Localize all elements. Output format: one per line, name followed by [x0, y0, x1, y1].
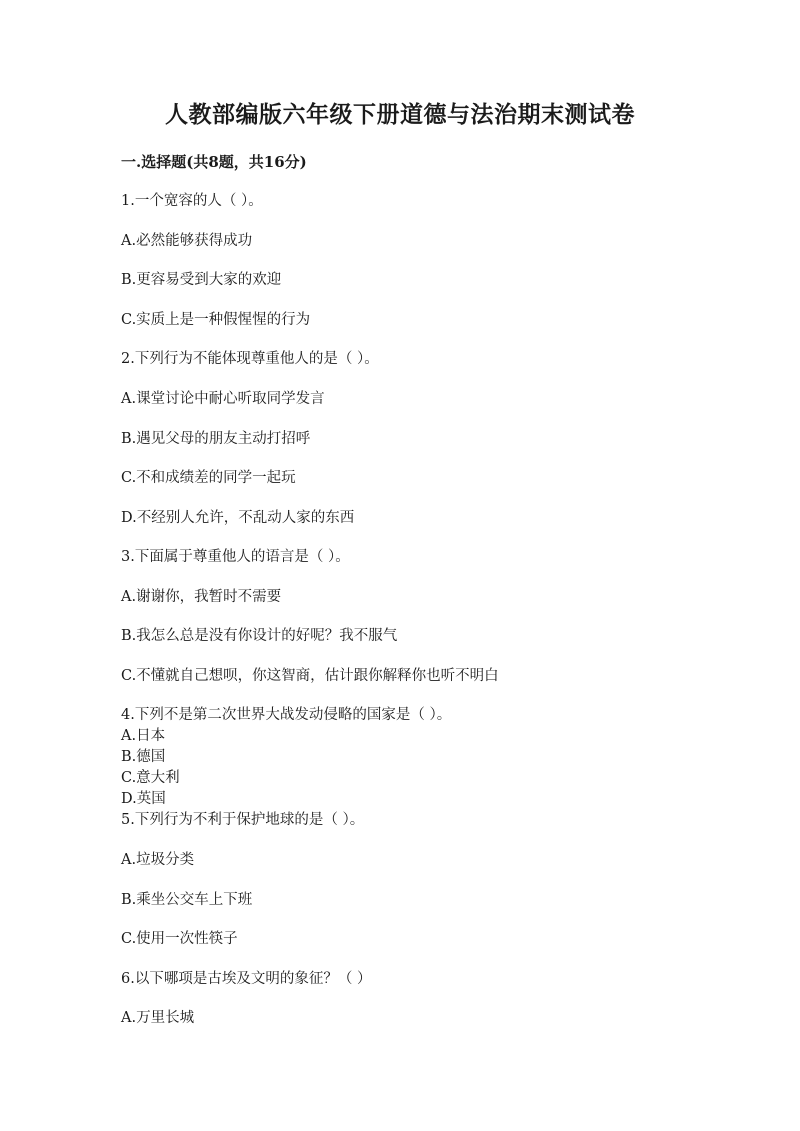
option-1a: A.必然能够获得成功 [121, 233, 253, 249]
option-3b: B.我怎么总是没有你设计的好呢？我不服气 [121, 628, 398, 644]
option-1c: C.实质上是一种假惺惺的行为 [121, 312, 311, 328]
option-3c: C.不懂就自己想呗，你这智商，估计跟你解释你也听不明白 [121, 668, 499, 684]
section-heading: 一.选择题(共8题，共16分) [121, 153, 307, 171]
option-2b: B.遇见父母的朋友主动打招呼 [121, 431, 311, 447]
option-3a: A.谢谢你，我暂时不需要 [121, 589, 282, 605]
question-stem-1: 1.一个宽容的人（ ）。 [121, 193, 263, 209]
option-4c: C.意大利 [121, 770, 180, 786]
question-stem-4: 4.下列不是第二次世界大战发动侵略的国家是（ ）。 [121, 707, 452, 723]
question-stem-5: 5.下列行为不利于保护地球的是（ ）。 [121, 812, 365, 828]
option-5c: C.使用一次性筷子 [121, 931, 238, 947]
option-5a: A.垃圾分类 [121, 852, 195, 868]
option-1b: B.更容易受到大家的欢迎 [121, 272, 282, 288]
question-stem-2: 2.下列行为不能体现尊重他人的是（ ）。 [121, 351, 379, 367]
question-stem-6: 6.以下哪项是古埃及文明的象征？（ ） [121, 971, 372, 987]
option-2c: C.不和成绩差的同学一起玩 [121, 470, 296, 486]
option-4d: D.英国 [121, 791, 166, 807]
option-4b: B.德国 [121, 749, 166, 765]
question-stem-3: 3.下面属于尊重他人的语言是（ ）。 [121, 549, 350, 565]
page-title: 人教部编版六年级下册道德与法治期末测试卷 [165, 101, 635, 128]
option-2a: A.课堂讨论中耐心听取同学发言 [121, 391, 325, 407]
option-2d: D.不经别人允许，不乱动人家的东西 [121, 510, 355, 526]
option-4a: A.日本 [121, 728, 166, 744]
option-5b: B.乘坐公交车上下班 [121, 892, 253, 908]
option-6a: A.万里长城 [121, 1010, 195, 1026]
